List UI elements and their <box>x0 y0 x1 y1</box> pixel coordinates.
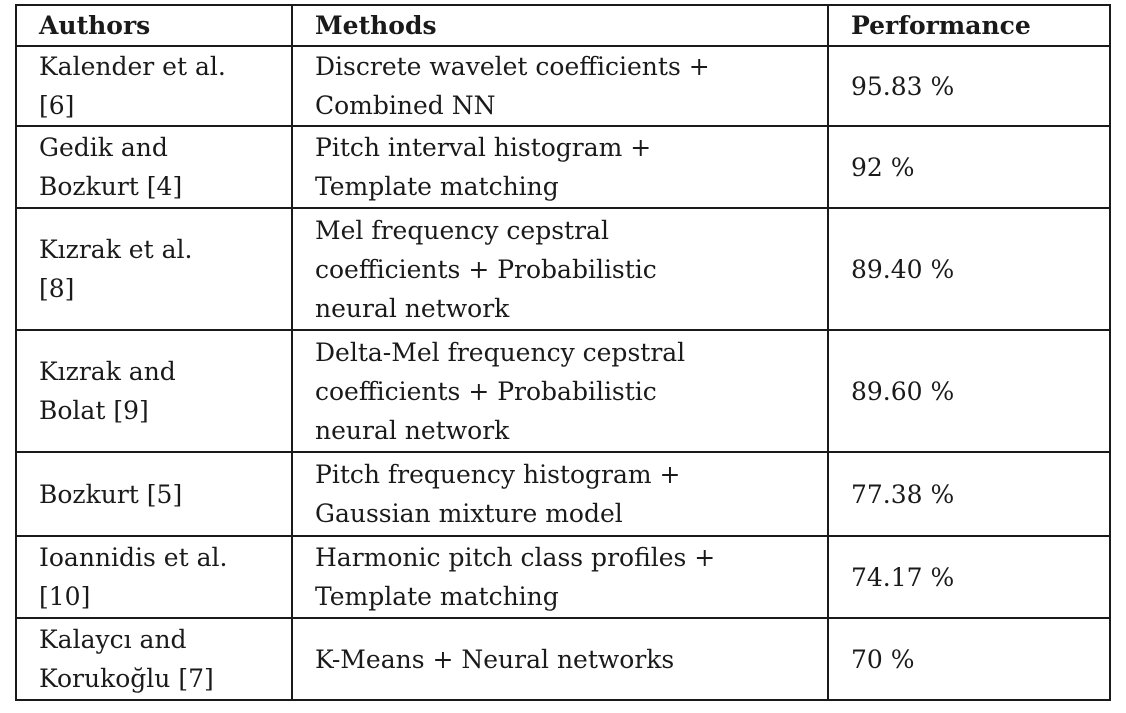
methods-cell-line: Gaussian mixture model <box>315 499 623 528</box>
authors-cell-line: [10] <box>39 582 91 611</box>
methods-cell-line: Discrete wavelet coefficients + <box>315 52 710 81</box>
methods-cell <box>292 208 828 330</box>
performance-cell: 70 % <box>828 618 1110 700</box>
table-row <box>16 126 1110 208</box>
authors-cell <box>16 126 292 208</box>
methods-cell-line: coefficients + Probabilistic <box>315 254 657 284</box>
table-row <box>16 208 1110 330</box>
table-row <box>16 330 1110 452</box>
methods-cell-line: neural network <box>315 293 510 323</box>
header-performance: Performance <box>828 5 1110 46</box>
methods-cell-line: Mel frequency cepstral <box>315 215 609 245</box>
authors-cell-line: Bozkurt [4] <box>39 172 183 201</box>
performance-cell: 89.60 % <box>828 330 1110 452</box>
methods-cell <box>292 618 828 700</box>
performance-cell: 89.40 % <box>828 208 1110 330</box>
authors-cell <box>16 208 292 330</box>
methods-cell <box>292 452 828 536</box>
authors-cell-line: [8] <box>39 274 75 303</box>
methods-cell-line: Harmonic pitch class profiles + <box>315 543 716 572</box>
header-methods: Methods <box>292 5 828 46</box>
performance-cell: 74.17 % <box>828 536 1110 618</box>
methods-cell <box>292 330 828 452</box>
methods-cell-line: neural network <box>315 415 510 445</box>
methods-cell-line: K-Means + Neural networks <box>315 644 675 674</box>
methods-cell-line: Template matching <box>315 172 559 201</box>
authors-cell-line: Korukoğlu [7] <box>39 664 214 693</box>
methods-cell-line: Pitch frequency histogram + <box>315 460 681 489</box>
methods-cell-line: coefficients + Probabilistic <box>315 376 657 406</box>
authors-cell-line: Bolat [9] <box>39 396 149 425</box>
authors-cell-line: Kızrak and <box>39 357 176 386</box>
authors-cell-line: [6] <box>39 91 75 120</box>
header-authors: Authors <box>16 5 292 46</box>
authors-cell <box>16 46 292 126</box>
table-row <box>16 452 1110 536</box>
authors-cell-line: Kalaycı and <box>39 625 187 654</box>
methods-cell-line: Delta-Mel frequency cepstral <box>315 337 686 367</box>
authors-cell-line: Ioannidis et al. <box>39 543 228 572</box>
authors-cell-line: Bozkurt [5] <box>39 479 183 509</box>
authors-cell <box>16 330 292 452</box>
performance-cell: 77.38 % <box>828 452 1110 536</box>
table-row <box>16 536 1110 618</box>
methods-cell <box>292 46 828 126</box>
authors-cell <box>16 452 292 536</box>
performance-cell: 92 % <box>828 126 1110 208</box>
authors-cell <box>16 618 292 700</box>
methods-cell-line: Combined NN <box>315 91 496 120</box>
table-row <box>16 618 1110 700</box>
methods-cell-line: Template matching <box>315 582 559 611</box>
methods-cell-line: Pitch interval histogram + <box>315 133 652 162</box>
authors-cell-line: Gedik and <box>39 133 168 162</box>
authors-cell-line: Kızrak et al. <box>39 235 193 264</box>
methods-cell <box>292 126 828 208</box>
methods-cell <box>292 536 828 618</box>
table-row <box>16 46 1110 126</box>
authors-cell-line: Kalender et al. <box>39 52 226 81</box>
comparison-table <box>15 4 1111 701</box>
authors-cell <box>16 536 292 618</box>
performance-cell: 95.83 % <box>828 46 1110 126</box>
header-row <box>16 5 1110 46</box>
